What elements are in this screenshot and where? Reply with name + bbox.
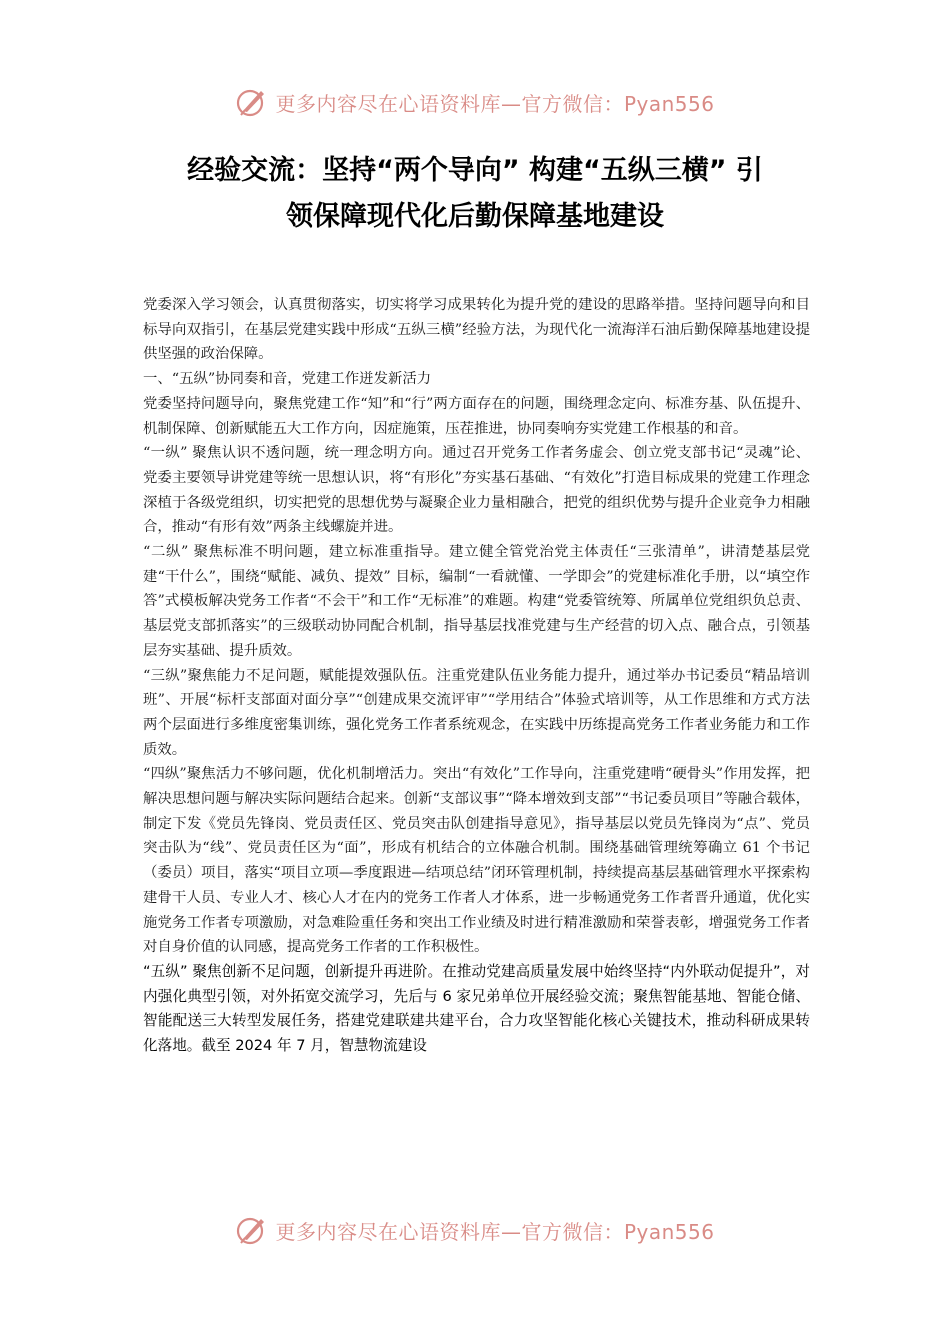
- section-heading-1: 一、“五纵”协同奏和音，党建工作迸发新活力: [143, 371, 432, 388]
- body-paragraph: “二纵” 聚焦标准不明问题，建立标准重指导。建立健全管党治党主体责任“三张清单”，讲清楚基层党建“干什么”，围绕“赋能、减负、提效” 目标，编制“一看就懂、一学即会”的党建标准化手册，以“填空作答”式模板解决党务工作者“不会干”和工作“无标准”的难题。构建“党委管统筹、所属单位党组织负总责、基层党支部抓落实”的三级联动协同配合机制，指导基层找准党建与生产经营的切入点、融合点，引领基层夯实基础、提升质效。: [143, 544, 810, 659]
- intro-paragraph: 党委深入学习领会，认真贯彻落实，切实将学习成果转化为提升党的建设的思路举措。坚持问题导向和目标导向双指引，在基层党建实践中形成“五纵三横”经验方法，为现代化一流海洋石油后勤保障基地建设提供坚强的政治保障。: [143, 297, 810, 363]
- body-paragraph: “三纵”聚焦能力不足问题，赋能提效强队伍。注重党建队伍业务能力提升，通过举办书记委员“精品培训班”、开展“标杆支部面对面分享”“创建成果交流评审”“学用结合”体验式培训等，从工作思维和方式方法两个层面进行多维度密集训练，强化党务工作者系统观念，在实践中历练提高党务工作者业务能力和工作质效。: [143, 667, 810, 758]
- quill-pen-logo-icon: [235, 1213, 269, 1247]
- document-title: [0, 148, 950, 240]
- body-paragraph: “一纵” 聚焦认识不透问题，统一理念明方向。通过召开党务工作者务虚会、创立党支部书记“灵魂”论、党委主要领导讲党建等统一思想认识，将“有形化”夯实基石基础、“有效化”打造目标成果的党建工作理念深植于各级党组织，切实把党的思想优势与凝聚企业力量相融合，把党的组织优势与提升企业竞争力相融合，推动“有形有效”两条主线螺旋并进。: [143, 445, 810, 536]
- quill-pen-logo-icon: [235, 85, 269, 119]
- footer-banner-text: 更多内容尽在心语资料库—官方微信：Pyan556: [275, 1219, 715, 1244]
- body-paragraph: “四纵”聚焦活力不够问题，优化机制增活力。突出“有效化”工作导向，注重党建啃“硬骨头”作用发挥，把解决思想问题与解决实际问题结合起来。创新“支部议事”“降本增效到支部”“书记委员项目”等融合载体，制定下发《党员先锋岗、党员责任区、党员突击队创建指导意见》，指导基层以党员先锋岗为“点”、党员突击队为“线”、党员责任区为“面”，形成有机结合的立体融合机制。围绕基础管理统筹确立 61 个书记（委员）项目，落实“项目立项—季度跟进—结项总结”闭环管理机制，持续提高基层基础管理水平探索构建骨干人员、专业人才、核心人才在内的党务工作者人才体系，进一步畅通党务工作者晋升通道，优化实施党务工作者专项激励，对急难险重任务和突出工作业绩及时进行精准激励和荣誉表彰，增强党务工作者对自身价值的认同感，提高党务工作者的工作积极性。: [143, 766, 810, 956]
- body-paragraph: “五纵” 聚焦创新不足问题，创新提升再进阶。在推动党建高质量发展中始终坚持“内外联动促提升”，对内强化典型引领，对外拓宽交流学习，先后与 6 家兄弟单位开展经验交流；聚焦智能基地、智能仓储、智能配送三大转型发展任务，搭建党建联建共建平台，合力攻坚智能化核心关键技术，推动科研成果转化落地。截至 2024 年 7 月，智慧物流建设: [143, 962, 810, 1055]
- body-paragraph: 党委坚持问题导向，聚焦党建工作“知”和“行”两方面存在的问题，围绕理念定向、标准夯基、队伍提升、机制保障、创新赋能五大工作方向，因症施策，压茬推进，协同奏响夯实党建工作根基的和音。: [143, 395, 810, 437]
- header-banner-text: 更多内容尽在心语资料库—官方微信：Pyan556: [275, 91, 715, 116]
- title-line-2: 领保障现代化后勤保障基地建设: [286, 201, 664, 232]
- footer-banner: [0, 1210, 950, 1250]
- header-banner: [0, 82, 950, 122]
- document-body: [143, 293, 810, 1059]
- title-line-1: 经验交流：坚持“两个导向” 构建“五纵三横” 引: [187, 155, 763, 186]
